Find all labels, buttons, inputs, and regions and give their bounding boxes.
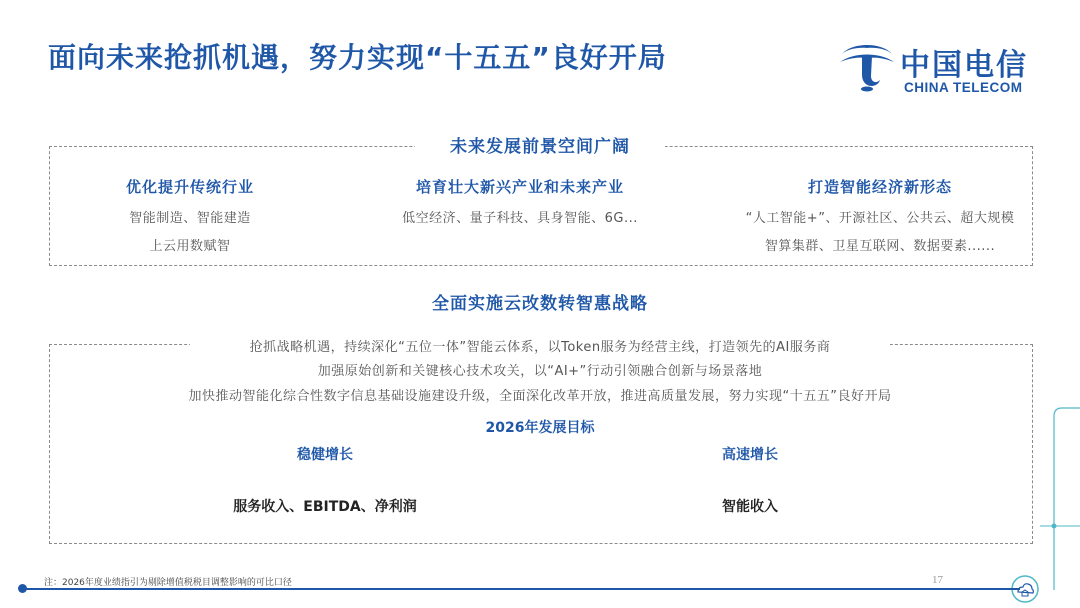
china-telecom-logo	[838, 40, 1048, 106]
strategy-line: 抢抓战略机遇，持续深化“五位一体”智能云体系，以Token服务为经营主线，打造领先的AI服务商	[249, 340, 831, 355]
page-number: 17	[932, 574, 943, 586]
goals-title: 2026年发展目标	[485, 420, 595, 436]
strategy-line: 加快推动智能化综合性数字信息基础设施建设升级，全面深化改革开放，推进高质量发展，努力实现“十五五”良好开局	[188, 389, 892, 404]
column-title: 培育壮大新兴产业和未来产业	[415, 178, 624, 196]
footnote: 注：2026年度业绩指引为剔除增值税税目调整影响的可比口径	[44, 578, 292, 588]
logo-chinese-text: 中国电信	[900, 48, 1028, 83]
strategy-line: 加强原始创新和关键核心技术攻关，以“AI+”行动引领融合创新与场景落地	[317, 364, 763, 379]
china-telecom-logo-mark-icon	[838, 40, 896, 92]
logo-english-text: CHINA TELECOM	[904, 80, 1023, 95]
future-outlook-title: 未来发展前景空间广阔	[415, 134, 665, 160]
footer-dot	[18, 584, 27, 593]
column-line: 低空经济、量子科技、具身智能、6G...	[402, 211, 638, 226]
column-title: 优化提升传统行业	[125, 178, 254, 196]
goal-value: 服务收入、EBITDA、净利润	[233, 499, 417, 515]
goal-value: 智能收入	[722, 499, 778, 515]
column-title: 打造智能经济新形态	[807, 178, 952, 196]
column-line: 智算集群、卫星互联网、数据要素......	[764, 239, 996, 254]
column-line: 智能制造、智能建造	[129, 211, 251, 226]
goal-steady-growth	[220, 444, 430, 516]
goal-head: 稳健增长	[297, 447, 353, 463]
column-line: 上云用数赋智	[149, 239, 231, 254]
column-intelligent-economy	[740, 176, 1020, 261]
footer-divider	[20, 588, 1020, 590]
goal-rapid-growth	[650, 444, 850, 516]
goal-head: 高速增长	[722, 447, 778, 463]
strategy-title: 全面实施云改数转智惠战略	[330, 290, 750, 318]
column-emerging-industry	[360, 176, 680, 233]
column-line: “人工智能+”、开源社区、公共云、超大规模	[745, 211, 1015, 226]
slide-title: 面向未来抢抓机遇，努力实现“十五五”良好开局	[48, 41, 667, 74]
column-traditional-industry	[80, 176, 300, 261]
